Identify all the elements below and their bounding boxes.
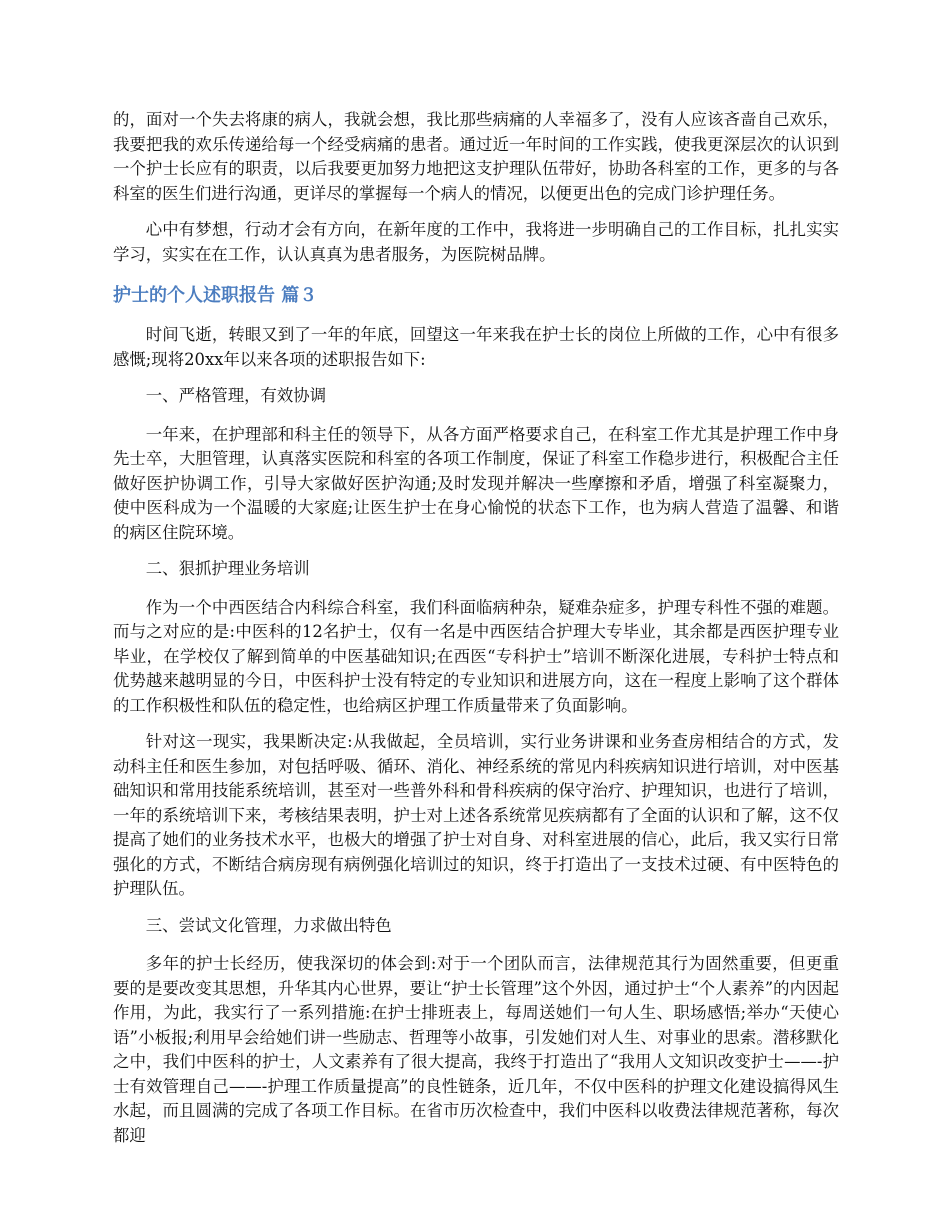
paragraph-sub2-a: 作为一个中西医结合内科综合科室，我们科面临病种杂，疑难杂症多，护理专科性不强的难题。而与之对应的是:中医科的12名护士，仅有一名是中西医结合护理大专毕业，其余都是西医护理专业毕业，在学校仅了解到简单的中医基础知识;在西医“专科护士”培训不断深化进展，专科护士特点和优势越来越明显的今日，中医科护士没有特定的专业知识和进展方向，这在一程度上影响了这个群体的工作积极性和队伍的稳定性，也给病区护理工作质量带来了负面影响。 xyxy=(113,597,839,715)
paragraph-sub3: 多年的护士长经历，使我深切的体会到:对于一个团队而言，法律规范其行为固然重要，但更重要的是要改变其思想，升华其内心世界，要让“护士长管理”这个外因，通过护士“个人素养”的内因起作用，为此，我实行了一系列措施:在护士排班表上，每周送她们一句人生、职场感悟;举办“天使心语”小板报;利用早会给她们讲一些励志、哲理等小故事，引发她们对人生、对事业的思索。潜移默化之中，我们中医科的护士，人文素养有了很大提高，我终于打造出了“我用人文知识改变护士——-护士有效管理自己——-护理工作质量提高”的良性链条，近几年，不仅中医科的护理文化建设搞得风生水起，而且圆满的完成了各项工作目标。在省市历次检查中，我们中医科以收费法律规范著称，每次都迎 xyxy=(113,954,839,1145)
paragraph-closing: 心中有梦想，行动才会有方向，在新年度的工作中，我将进一步明确自己的工作目标，扎扎实实学习，实实在在工作，认认真真为患者服务，为医院树品牌。 xyxy=(113,220,839,264)
subsection-title-3: 三、尝试文化管理，力求做出特色 xyxy=(145,915,392,935)
section-heading: 护士的个人述职报告 篇３ xyxy=(113,285,318,306)
paragraph-sub1: 一年来，在护理部和科主任的领导下，从各方面严格要求自己，在科室工作尤其是护理工作中身先士卒，大胆管理，认真落实医院和科室的各项工作制度，保证了科室工作稳步进行，积极配合主任做好医护协调工作，引导大家做好医护沟通;及时发现并解决一些摩擦和矛盾，增强了科室凝聚力，使中医科成为一个温暖的大家庭;让医生护士在身心愉悦的状态下工作，也为病人营造了温馨、和谐的病区住院环境。 xyxy=(113,424,839,542)
subsection-title-2: 二、狠抓护理业务培训 xyxy=(145,559,310,578)
paragraph-sub2-b: 针对这一现实，我果断决定:从我做起，全员培训，实行业务讲课和业务查房相结合的方式，发动科主任和医生参加，对包括呼吸、循环、消化、神经系统的常见内科疾病知识进行培训，对中医基础知识和常用技能系统培训，甚至对一些普外科和骨科疾病的保守治疗、护理知识，也进行了培训，一年的系统培训下来，考核结果表明，护士对上述各系统常见疾病都有了全面的认识和了解，这不仅提高了她们的业务技术水平，也极大的增强了护士对自身、对科室进展的信心，此后，我又实行日常强化的方式，不断结合病房现有病例强化培训过的知识，终于打造出了一支技术过硬、有中医特色的护理队伍。 xyxy=(113,732,839,898)
document-body xyxy=(113,108,839,1160)
subsection-title-1: 一、严格管理，有效协调 xyxy=(145,386,327,405)
paragraph-intro: 时间飞逝，转眼又到了一年的年底，回望这一年来我在护士长的岗位上所做的工作，心中有很多感慨;现将20xx年以来各项的述职报告如下: xyxy=(113,325,839,369)
paragraph-continued: 的，面对一个失去将康的病人，我就会想，我比那些病痛的人幸福多了，没有人应该吝啬自己欢乐，我要把我的欢乐传递给每一个经受病痛的患者。通过近一年时间的工作实践，使我更深层次的认识到一个护士长应有的职责，以后我要更加努力地把这支护理队伍带好，协助各科室的工作，更多的与各科室的医生们进行沟通，更详尽的掌握每一个病人的情况，以便更出色的完成门诊护理任务。 xyxy=(113,110,839,203)
